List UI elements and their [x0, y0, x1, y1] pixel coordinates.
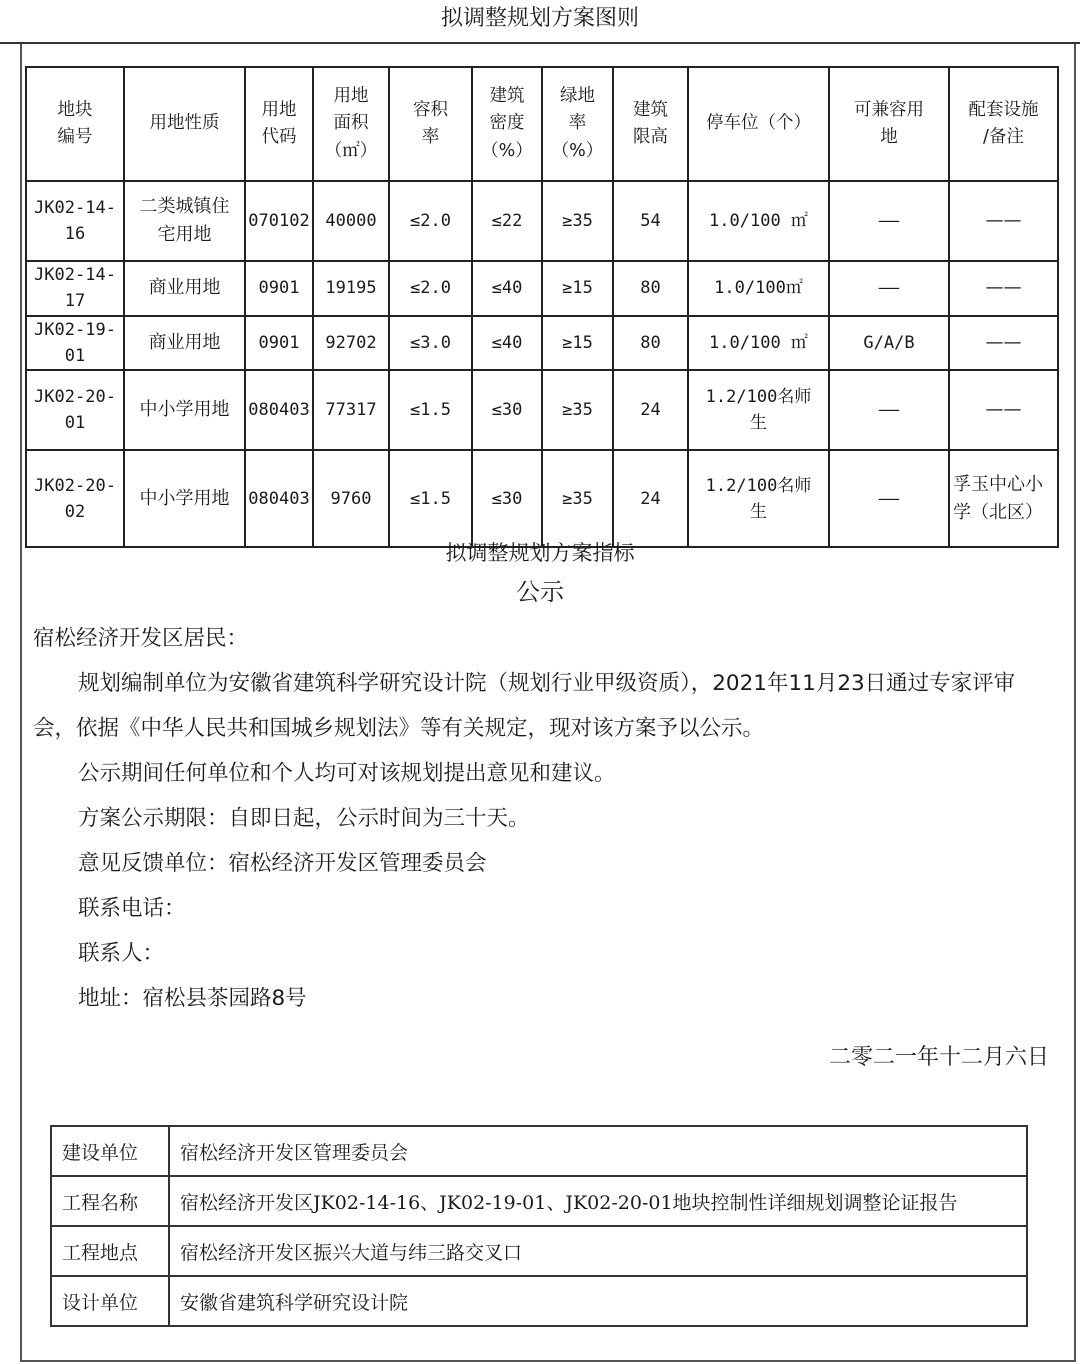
- header-label: 建筑 密度 （%）: [481, 86, 533, 161]
- frame-left-border: [20, 44, 22, 1362]
- table-row: [51, 1226, 1027, 1276]
- cell-height-limit: 80: [613, 316, 688, 371]
- notice-phone: 联系电话：: [78, 896, 186, 921]
- header-land-area: [313, 67, 389, 181]
- cell-density: ≤40: [472, 316, 542, 371]
- cell-density: ≤30: [472, 370, 542, 450]
- cell-facility: ——: [949, 181, 1058, 261]
- cell-green-rate: ≥15: [542, 316, 613, 371]
- header-label: 用地 面积 （㎡）: [324, 86, 378, 161]
- page-title: 拟调整规划方案图则: [0, 0, 1080, 44]
- cell-land-area: 92702: [313, 316, 389, 371]
- project-label: 建设单位: [51, 1126, 169, 1176]
- notice-salutation: 宿松经济开发区居民：: [33, 626, 249, 651]
- cell-plot-id: JK02-14- 16: [26, 181, 124, 261]
- cell-density: ≤22: [472, 181, 542, 261]
- cell-far: ≤2.0: [389, 261, 472, 316]
- notice-body: [33, 616, 1053, 1021]
- cell-green-rate: ≥35: [542, 450, 613, 547]
- frame-bottom-border: [20, 1360, 1076, 1362]
- cell-compatible: ——: [829, 450, 949, 547]
- cell-parking: 1.2/100名师 生: [688, 450, 829, 547]
- header-label: 用地 代码: [261, 99, 297, 147]
- cell-land-use: 二类城镇住 宅用地: [124, 181, 245, 261]
- project-value: 安徽省建筑科学研究设计院: [169, 1276, 1027, 1326]
- cell-facility: ——: [949, 261, 1058, 316]
- header-facility: [949, 67, 1058, 181]
- cell-height-limit: 80: [613, 261, 688, 316]
- header-green-rate: [542, 67, 613, 181]
- project-label: 工程地点: [51, 1226, 169, 1276]
- project-value: 宿松经济开发区JK02-14-16、JK02-19-01、JK02-20-01地块控制性详细规划调整论证报告: [169, 1176, 1027, 1226]
- cell-land-area: 77317: [313, 370, 389, 450]
- notice-feedback-unit: 意见反馈单位：宿松经济开发区管理委员会: [78, 851, 487, 876]
- cell-green-rate: ≥15: [542, 261, 613, 316]
- header-land-code: [245, 67, 313, 181]
- header-density: [472, 67, 542, 181]
- cell-land-code: 080403: [245, 450, 313, 547]
- cell-compatible: ——: [829, 181, 949, 261]
- header-label: 停车位（个）: [706, 113, 811, 134]
- notice-paragraph: 公示期间任何单位和个人均可对该规划提出意见和建议。: [78, 761, 616, 786]
- table-row: [26, 181, 1058, 261]
- cell-facility: 孚玉中心小 学（北区）: [949, 450, 1058, 547]
- project-value: 宿松经济开发区管理委员会: [169, 1126, 1027, 1176]
- cell-compatible: ——: [829, 370, 949, 450]
- header-land-use: [124, 67, 245, 181]
- table-row: [51, 1126, 1027, 1176]
- table-caption: 拟调整规划方案指标: [445, 541, 635, 565]
- header-label: 地块 编号: [57, 99, 93, 147]
- cell-parking: 1.2/100名师 生: [688, 370, 829, 450]
- notice-date: 二零二一年十二月六日: [828, 1045, 1049, 1070]
- header-label: 可兼容用 地: [854, 99, 924, 147]
- cell-land-area: 9760: [313, 450, 389, 547]
- cell-far: ≤3.0: [389, 316, 472, 371]
- notice-period: 方案公示期限：自即日起，公示时间为三十天。: [78, 806, 530, 831]
- notice-contact: 联系人：: [78, 941, 165, 966]
- notice-address: 地址：宿松县茶园路8号: [78, 986, 307, 1011]
- cell-land-use: 商业用地: [124, 261, 245, 316]
- header-label: 配套设施 /备注: [968, 99, 1039, 147]
- cell-land-area: 40000: [313, 181, 389, 261]
- table-row: [51, 1176, 1027, 1226]
- table-row: [26, 261, 1058, 316]
- cell-compatible: ——: [829, 261, 949, 316]
- header-label: 绿地 率 （%）: [551, 86, 604, 161]
- header-plot-id: [26, 67, 124, 181]
- header-label: 用地性质: [149, 113, 220, 134]
- cell-land-code: 0901: [245, 316, 313, 371]
- header-far: [389, 67, 472, 181]
- frame-right-border: [1074, 44, 1076, 1362]
- cell-far: ≤1.5: [389, 370, 472, 450]
- header-height-limit: [613, 67, 688, 181]
- table-row: [51, 1276, 1027, 1326]
- cell-plot-id: JK02-14- 17: [26, 261, 124, 316]
- cell-land-code: 070102: [245, 181, 313, 261]
- cell-compatible: G/A/B: [829, 316, 949, 371]
- table-row: [26, 450, 1058, 547]
- cell-far: ≤1.5: [389, 450, 472, 547]
- cell-height-limit: 54: [613, 181, 688, 261]
- notice-title: 公示: [516, 578, 564, 606]
- cell-density: ≤30: [472, 450, 542, 547]
- cell-far: ≤2.0: [389, 181, 472, 261]
- cell-land-use: 商业用地: [124, 316, 245, 371]
- header-label: 建筑 限高: [633, 99, 668, 147]
- cell-green-rate: ≥35: [542, 181, 613, 261]
- cell-parking: 1.0/100㎡: [688, 261, 829, 316]
- cell-facility: ——: [949, 316, 1058, 371]
- cell-facility: ——: [949, 370, 1058, 450]
- indicator-header-row: [26, 67, 1058, 181]
- cell-parking: 1.0/100 ㎡: [688, 316, 829, 371]
- cell-land-use: 中小学用地: [124, 370, 245, 450]
- cell-parking: 1.0/100 ㎡: [688, 181, 829, 261]
- cell-green-rate: ≥35: [542, 370, 613, 450]
- cell-land-code: 080403: [245, 370, 313, 450]
- indicator-table: [25, 66, 1059, 548]
- cell-land-code: 0901: [245, 261, 313, 316]
- cell-height-limit: 24: [613, 450, 688, 547]
- cell-height-limit: 24: [613, 370, 688, 450]
- header-compatible: [829, 67, 949, 181]
- notice-paragraph: 规划编制单位为安徽省建筑科学研究设计院（规划行业甲级资质），2021年11月23日通过专家评审会，依据《中华人民共和国城乡规划法》等有关规定，现对该方案予以公示。: [33, 671, 1016, 741]
- cell-density: ≤40: [472, 261, 542, 316]
- cell-plot-id: JK02-20- 01: [26, 370, 124, 450]
- header-parking: [688, 67, 829, 181]
- project-info-table: [50, 1125, 1028, 1327]
- project-label: 工程名称: [51, 1176, 169, 1226]
- cell-plot-id: JK02-20- 02: [26, 450, 124, 547]
- table-row: [26, 316, 1058, 371]
- cell-land-use: 中小学用地: [124, 450, 245, 547]
- cell-plot-id: JK02-19- 01: [26, 316, 124, 371]
- project-label: 设计单位: [51, 1276, 169, 1326]
- project-value: 宿松经济开发区振兴大道与纬三路交叉口: [169, 1226, 1027, 1276]
- cell-land-area: 19195: [313, 261, 389, 316]
- table-row: [26, 370, 1058, 450]
- header-label: 容积 率: [413, 99, 448, 147]
